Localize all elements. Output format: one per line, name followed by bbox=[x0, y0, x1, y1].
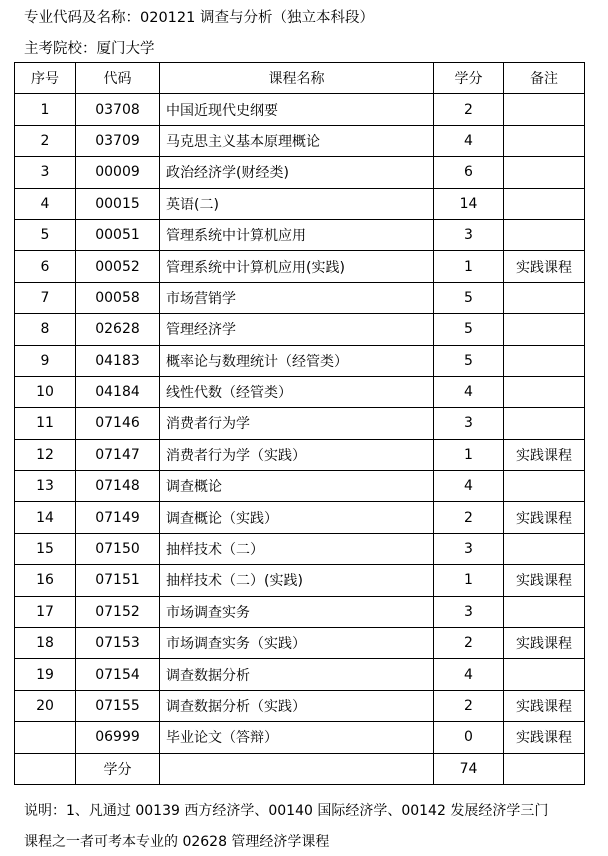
course-note bbox=[504, 376, 585, 407]
course-note bbox=[504, 219, 585, 250]
course-name: 毕业论文（答辩） bbox=[160, 722, 434, 753]
row-number: 19 bbox=[15, 659, 76, 690]
col-header-code: 代码 bbox=[76, 63, 160, 94]
course-credit: 2 bbox=[434, 628, 504, 659]
course-credit: 5 bbox=[434, 282, 504, 313]
row-number: 11 bbox=[15, 408, 76, 439]
course-note bbox=[504, 596, 585, 627]
course-code: 07148 bbox=[76, 471, 160, 502]
course-code: 06999 bbox=[76, 722, 160, 753]
table-row bbox=[15, 690, 585, 721]
table-row bbox=[15, 314, 585, 345]
course-note bbox=[504, 408, 585, 439]
course-code: 07152 bbox=[76, 596, 160, 627]
course-code: 00015 bbox=[76, 188, 160, 219]
row-number: 4 bbox=[15, 188, 76, 219]
table-row bbox=[15, 125, 585, 156]
course-note: 实践课程 bbox=[504, 690, 585, 721]
course-code: 07153 bbox=[76, 628, 160, 659]
course-name: 中国近现代史纲要 bbox=[160, 94, 434, 125]
course-note bbox=[504, 533, 585, 564]
course-credit: 5 bbox=[434, 314, 504, 345]
course-note bbox=[504, 471, 585, 502]
course-note: 实践课程 bbox=[504, 628, 585, 659]
row-number: 18 bbox=[15, 628, 76, 659]
course-note bbox=[504, 94, 585, 125]
col-header-name: 课程名称 bbox=[160, 63, 434, 94]
course-code: 07155 bbox=[76, 690, 160, 721]
course-name: 抽样技术（二）(实践) bbox=[160, 565, 434, 596]
course-credit: 3 bbox=[434, 408, 504, 439]
course-note bbox=[504, 314, 585, 345]
course-credit: 4 bbox=[434, 125, 504, 156]
total-empty-cell bbox=[160, 753, 434, 784]
total-row bbox=[15, 753, 585, 784]
course-name: 马克思主义基本原理概论 bbox=[160, 125, 434, 156]
row-number: 15 bbox=[15, 533, 76, 564]
row-number: 6 bbox=[15, 251, 76, 282]
row-number: 13 bbox=[15, 471, 76, 502]
course-code: 07146 bbox=[76, 408, 160, 439]
course-note bbox=[504, 125, 585, 156]
course-code: 07154 bbox=[76, 659, 160, 690]
course-name: 市场营销学 bbox=[160, 282, 434, 313]
row-number: 17 bbox=[15, 596, 76, 627]
course-code: 07149 bbox=[76, 502, 160, 533]
col-header-no: 序号 bbox=[15, 63, 76, 94]
course-credit: 1 bbox=[434, 251, 504, 282]
course-credit: 5 bbox=[434, 345, 504, 376]
total-credit: 74 bbox=[434, 753, 504, 784]
course-name: 概率论与数理统计（经管类） bbox=[160, 345, 434, 376]
table-row bbox=[15, 345, 585, 376]
row-number: 3 bbox=[15, 157, 76, 188]
course-credit: 2 bbox=[434, 690, 504, 721]
course-note: 实践课程 bbox=[504, 722, 585, 753]
course-credit: 2 bbox=[434, 94, 504, 125]
course-code: 00009 bbox=[76, 157, 160, 188]
course-code: 00052 bbox=[76, 251, 160, 282]
course-code: 07147 bbox=[76, 439, 160, 470]
table-row bbox=[15, 376, 585, 407]
col-header-note: 备注 bbox=[504, 63, 585, 94]
table-row bbox=[15, 188, 585, 219]
table-row bbox=[15, 628, 585, 659]
course-name: 抽样技术（二） bbox=[160, 533, 434, 564]
course-note bbox=[504, 157, 585, 188]
course-credit: 6 bbox=[434, 157, 504, 188]
course-note bbox=[504, 659, 585, 690]
note-line-2: 课程之一者可考本专业的 02628 管理经济学课程 bbox=[24, 834, 330, 850]
row-number: 9 bbox=[15, 345, 76, 376]
course-credit: 1 bbox=[434, 439, 504, 470]
course-note: 实践课程 bbox=[504, 439, 585, 470]
course-name: 调查数据分析 bbox=[160, 659, 434, 690]
course-name: 调查数据分析（实践） bbox=[160, 690, 434, 721]
course-name: 消费者行为学 bbox=[160, 408, 434, 439]
table-header-row bbox=[15, 63, 585, 94]
course-name: 消费者行为学（实践） bbox=[160, 439, 434, 470]
major-title: 专业代码及名称：020121 调查与分析（独立本科段） bbox=[24, 10, 374, 26]
course-credit: 4 bbox=[434, 376, 504, 407]
table-row bbox=[15, 659, 585, 690]
course-code: 00051 bbox=[76, 219, 160, 250]
course-name: 线性代数（经管类） bbox=[160, 376, 434, 407]
total-label: 学分 bbox=[76, 753, 160, 784]
school-line: 主考院校：厦门大学 bbox=[24, 41, 155, 57]
table-row bbox=[15, 533, 585, 564]
table-row bbox=[15, 251, 585, 282]
course-credit: 0 bbox=[434, 722, 504, 753]
course-name: 英语(二) bbox=[160, 188, 434, 219]
course-code: 07151 bbox=[76, 565, 160, 596]
col-header-credit: 学分 bbox=[434, 63, 504, 94]
course-credit: 4 bbox=[434, 659, 504, 690]
note-line-1: 说明：1、凡通过 00139 西方经济学、00140 国际经济学、00142 发展经济学三门 bbox=[24, 803, 549, 819]
row-number: 16 bbox=[15, 565, 76, 596]
table-row bbox=[15, 157, 585, 188]
row-number: 8 bbox=[15, 314, 76, 345]
course-credit: 3 bbox=[434, 533, 504, 564]
row-number: 12 bbox=[15, 439, 76, 470]
course-code: 04184 bbox=[76, 376, 160, 407]
course-name: 管理经济学 bbox=[160, 314, 434, 345]
table-row bbox=[15, 722, 585, 753]
course-code: 04183 bbox=[76, 345, 160, 376]
course-code: 00058 bbox=[76, 282, 160, 313]
course-name: 管理系统中计算机应用 bbox=[160, 219, 434, 250]
course-name: 政治经济学(财经类) bbox=[160, 157, 434, 188]
total-empty-cell bbox=[15, 753, 76, 784]
course-code: 02628 bbox=[76, 314, 160, 345]
course-note: 实践课程 bbox=[504, 565, 585, 596]
row-number bbox=[15, 722, 76, 753]
course-credit: 1 bbox=[434, 565, 504, 596]
course-code: 03708 bbox=[76, 94, 160, 125]
course-credit: 2 bbox=[434, 502, 504, 533]
table-row bbox=[15, 408, 585, 439]
course-code: 07150 bbox=[76, 533, 160, 564]
course-name: 调查概论（实践） bbox=[160, 502, 434, 533]
row-number: 10 bbox=[15, 376, 76, 407]
table-row bbox=[15, 439, 585, 470]
course-name: 调查概论 bbox=[160, 471, 434, 502]
row-number: 2 bbox=[15, 125, 76, 156]
table-row bbox=[15, 502, 585, 533]
course-credit: 4 bbox=[434, 471, 504, 502]
course-note bbox=[504, 282, 585, 313]
course-note: 实践课程 bbox=[504, 251, 585, 282]
table-row bbox=[15, 565, 585, 596]
table-row bbox=[15, 471, 585, 502]
row-number: 5 bbox=[15, 219, 76, 250]
row-number: 1 bbox=[15, 94, 76, 125]
table-row bbox=[15, 94, 585, 125]
course-note: 实践课程 bbox=[504, 502, 585, 533]
row-number: 7 bbox=[15, 282, 76, 313]
course-code: 03709 bbox=[76, 125, 160, 156]
table-row bbox=[15, 219, 585, 250]
row-number: 14 bbox=[15, 502, 76, 533]
total-empty-cell bbox=[504, 753, 585, 784]
course-note bbox=[504, 188, 585, 219]
course-note bbox=[504, 345, 585, 376]
course-name: 管理系统中计算机应用(实践) bbox=[160, 251, 434, 282]
course-name: 市场调查实务（实践） bbox=[160, 628, 434, 659]
table-row bbox=[15, 596, 585, 627]
course-credit: 3 bbox=[434, 219, 504, 250]
course-table bbox=[14, 62, 585, 785]
course-credit: 14 bbox=[434, 188, 504, 219]
row-number: 20 bbox=[15, 690, 76, 721]
course-name: 市场调查实务 bbox=[160, 596, 434, 627]
table-row bbox=[15, 282, 585, 313]
course-credit: 3 bbox=[434, 596, 504, 627]
